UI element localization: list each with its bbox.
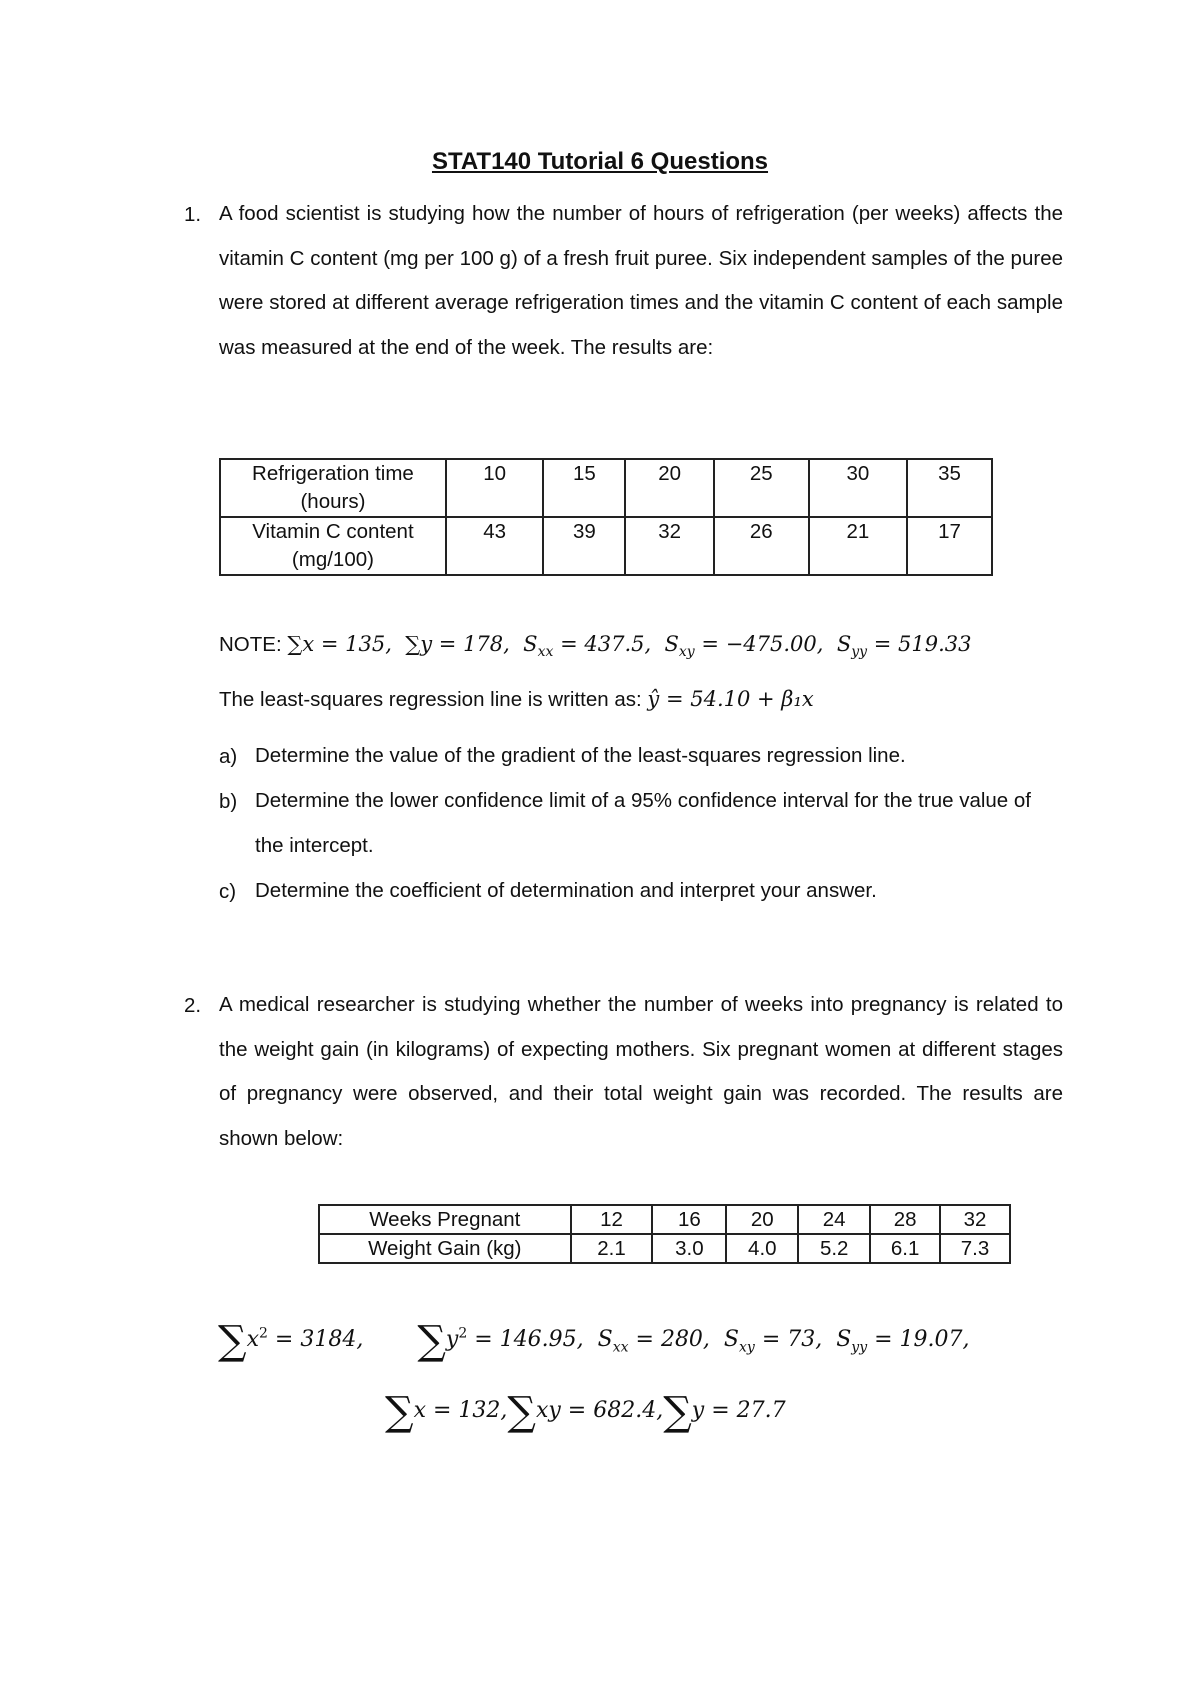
pregnancy-table [318,1204,1011,1264]
sigma-icon: ∑ [663,1389,692,1435]
table-cell: 43 [446,517,544,575]
page-title: STAT140 Tutorial 6 Questions [431,148,769,175]
table-row [220,459,992,517]
table-cell: 30 [809,459,908,517]
sigma-icon: ∑ [385,1389,414,1435]
table-cell: 32 [940,1205,1010,1234]
table-cell: 5.2 [798,1234,870,1263]
question-2-number: 2. [184,994,202,1017]
sum-y: ∑y = 178, [405,632,510,656]
sxx-value: 437.5, [584,632,652,656]
table-cell: 21 [809,517,908,575]
regression-equation: ŷ = 54.10 + β₁x [647,687,814,711]
question-2-text: A medical researcher is studying whether the number of weeks into pregnancy is related to the weight gain (in kilograms) of expecting mothers. Six pregnant women at different stages of pregnancy were observed, and their total weight gain was recorded. The results are shown below: [219,993,1063,1150]
sum-x: = 132, [432,1398,508,1423]
table-cell: 12 [571,1205,653,1234]
row-header-refrigeration-time: Refrigeration time (hours) [220,459,446,517]
table-row [319,1205,1010,1234]
table-cell: 4.0 [726,1234,798,1263]
part-a-text: Determine the value of the gradient of the least-squares regression line. [255,744,906,767]
table-cell: 15 [543,459,625,517]
table-cell: 20 [726,1205,798,1234]
table-cell: 6.1 [870,1234,940,1263]
question-1-number: 1. [184,203,202,226]
syy-value: 519.33 [898,632,972,656]
sum-y2: = 146.95, [474,1327,584,1352]
sigma-icon: ∑ [417,1318,446,1364]
part-b-text: Determine the lower confidence limit of a 95% confidence interval for the true value of the intercept. [255,789,1031,857]
table-cell: 3.0 [652,1234,726,1263]
table-cell: 39 [543,517,625,575]
table-cell: 10 [446,459,544,517]
note-formula: ∑x = 135, ∑y = 178, $S_{xx} = 437.5$, $S_{xy} = -475.00$, $S_{yy} = 519.33$ [287,632,972,661]
table-cell: 20 [625,459,714,517]
refrigeration-table [219,458,993,576]
sxy-value: −475.00, [725,632,824,656]
sum-x: ∑x = 135, [287,632,392,656]
sum-y: = 27.7 [711,1398,786,1423]
part-c-label: c) [219,880,237,903]
row-header-weight-gain: Weight Gain (kg) [319,1234,571,1263]
part-a-label: a) [219,745,238,768]
regression-line [219,687,814,712]
note-label: NOTE: [219,633,282,656]
table-cell: 16 [652,1205,726,1234]
syy-value: = 19.07, [874,1327,970,1352]
sum-xy: = 682.4, [567,1398,664,1423]
regression-text: The least-squares regression line is written as: [219,688,642,711]
table-cell: 17 [907,517,992,575]
table-cell: 24 [798,1205,870,1234]
table-cell: 35 [907,459,992,517]
sxy-value: = 73, [761,1327,823,1352]
table-cell: 25 [714,459,809,517]
sxx-value: = 280, [635,1327,710,1352]
summary-statistics-line-2: ∑x = 132,∑xy = 682.4,∑y = 27.7 [385,1389,786,1435]
question-1-text: A food scientist is studying how the number of hours of refrigeration (per weeks) affects the vitamin C content (mg per 100 g) of a fresh fruit puree. Six independent samples of the puree were stored at different average refrigeration times and the vitamin C content of each sample was measured at the end of the week. The results are: [219,202,1063,359]
note-line [219,632,972,660]
row-header-vitamin-c: Vitamin C content (mg/100) [220,517,446,575]
table-cell: 7.3 [940,1234,1010,1263]
part-c-text: Determine the coefficient of determination and interpret your answer. [255,879,877,902]
part-b-label: b) [219,790,238,813]
table-cell: 2.1 [571,1234,653,1263]
table-cell: 32 [625,517,714,575]
table-cell: 28 [870,1205,940,1234]
table-cell: 26 [714,517,809,575]
sigma-icon: ∑ [218,1318,247,1364]
sigma-icon: ∑ [507,1389,536,1435]
summary-statistics-line-1: $\sum x^2 = 3184$, $\sum y^2 = 146.95$, $S_{xx} = 280$, $S_{xy} = 73$, $S_{yy} = 19.07$, [218,1318,970,1364]
table-row [220,517,992,575]
sum-x2: = 3184, [274,1327,364,1352]
row-header-weeks-pregnant: Weeks Pregnant [319,1205,571,1234]
table-row [319,1234,1010,1263]
